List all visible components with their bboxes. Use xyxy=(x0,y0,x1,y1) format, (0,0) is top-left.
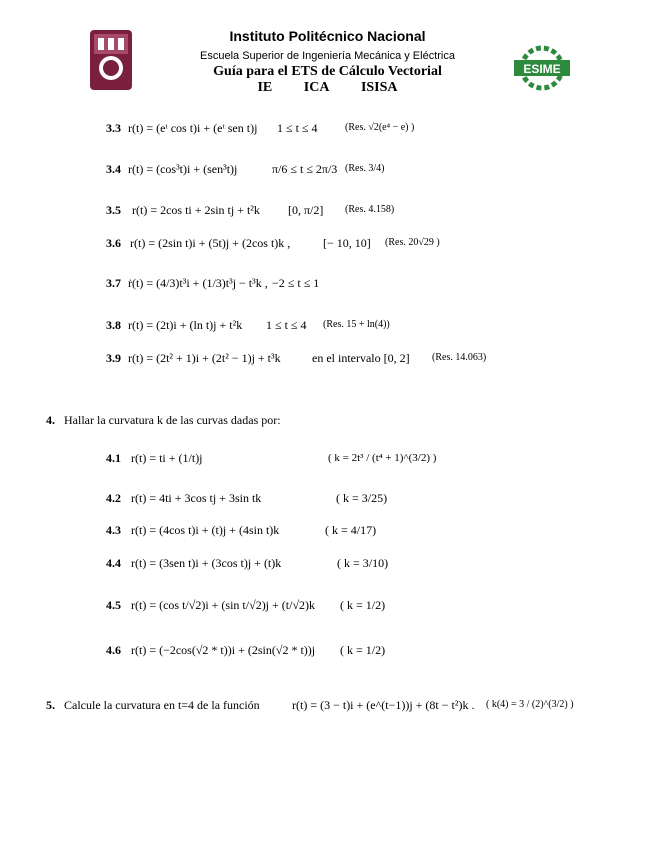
item-expression: r(t) = (2t)i + (ln t)j + t²k xyxy=(128,318,243,332)
item-expression: r(t) = (cos³t)i + (sen³t)j xyxy=(128,162,238,176)
item-result: (Res. √2(e⁴ − e) ) xyxy=(345,122,415,133)
program-ica: ICA xyxy=(303,80,330,95)
item-number: 3.6 xyxy=(106,236,121,250)
item-expression: r(t) = (−2cos(√2 * t))i + (2sin(√2 * t))j xyxy=(131,643,316,657)
item-range: −2 ≤ t ≤ 1 xyxy=(272,276,320,290)
section-result: ( k(4) = 3 / (2)^(3/2) ) xyxy=(486,699,574,710)
item-expression: r(t) = 2cos ti + 2sin tj + t²k xyxy=(132,203,260,217)
item-number: 4.1 xyxy=(106,451,121,465)
item-result: (Res. 3/4) xyxy=(345,163,385,174)
item-number: 4.5 xyxy=(106,598,121,612)
item-range: 1 ≤ t ≤ 4 xyxy=(277,121,318,135)
item-expression: r(t) = (2sin t)i + (5t)j + (2cos t)k , xyxy=(130,236,291,250)
item-number: 3.7 xyxy=(106,276,121,290)
item-result: (Res. 20√29 ) xyxy=(385,237,440,248)
institution-name: Instituto Politécnico Nacional xyxy=(229,28,426,44)
program-ie: IE xyxy=(257,80,273,95)
item-result: (Res. 14.063) xyxy=(432,352,487,363)
item-number: 3.4 xyxy=(106,162,121,176)
item-result: ( k = 1/2) xyxy=(340,643,386,657)
item-range: [0, π/2] xyxy=(288,203,324,217)
item-result: ( k = 1/2) xyxy=(340,598,386,612)
item-expression: ṙ(t) = (4/3)t³i + (1/3)t³j − t³k , xyxy=(128,276,268,290)
item-number: 4.6 xyxy=(106,643,121,657)
item-expression: r(t) = (3sen t)i + (3cos t)j + (t)k xyxy=(131,556,282,570)
section-text: Calcule la curvatura en t=4 de la función xyxy=(64,698,260,712)
item-result: (Res. 4.158) xyxy=(345,204,395,215)
item-result: (Res. 15 + ln(4)) xyxy=(323,319,390,330)
item-number: 4.3 xyxy=(106,523,121,537)
item-number: 4.2 xyxy=(106,491,121,505)
item-expression: r(t) = ti + (1/t)j xyxy=(131,451,203,465)
page-header xyxy=(0,22,655,102)
item-number: 3.3 xyxy=(106,121,121,135)
item-range: en el intervalo [0, 2] xyxy=(312,351,410,365)
item-number: 4.4 xyxy=(106,556,121,570)
item-expression: r(t) = (eᵗ cos t)i + (eᵗ sen t)j xyxy=(128,121,258,135)
item-number: 3.8 xyxy=(106,318,121,332)
item-result: ( k = 2t³ / (t⁴ + 1)^(3/2) ) xyxy=(328,452,437,464)
item-expression: r(t) = (2t² + 1)i + (2t² − 1)j + t³k xyxy=(128,351,281,365)
item-result: ( k = 3/25) xyxy=(336,491,388,505)
item-range: π/6 ≤ t ≤ 2π/3 xyxy=(272,162,338,176)
item-number: 3.5 xyxy=(106,203,121,217)
guide-title: Guía para el ETS de Cálculo Vectorial xyxy=(213,64,442,79)
item-expression: r(t) = 4ti + 3cos tj + 3sin tk xyxy=(131,491,262,505)
esime-logo-text: ESIME xyxy=(523,62,561,76)
item-number: 3.9 xyxy=(106,351,121,365)
section-expression: r(t) = (3 − t)i + (e^(t−1))j + (8t − t²)k . xyxy=(292,698,475,712)
item-result: ( k = 3/10) xyxy=(337,556,389,570)
esime-logo xyxy=(512,44,572,92)
item-expression: r(t) = (4cos t)i + (t)j + (4sin t)k xyxy=(131,523,280,537)
item-range: 1 ≤ t ≤ 4 xyxy=(266,318,307,332)
school-name: Escuela Superior de Ingeniería Mecánica y Eléctrica xyxy=(200,50,455,62)
program-isisa: ISISA xyxy=(360,80,398,95)
section-number: 4. xyxy=(46,413,55,427)
item-range: [− 10, 10] xyxy=(323,236,371,250)
section-text: Hallar la curvatura k de las curvas dadas por: xyxy=(64,413,281,427)
item-result: ( k = 4/17) xyxy=(325,523,377,537)
section-number: 5. xyxy=(46,698,55,712)
item-expression: r(t) = (cos t/√2)i + (sin t/√2)j + (t/√2)k xyxy=(131,598,316,612)
